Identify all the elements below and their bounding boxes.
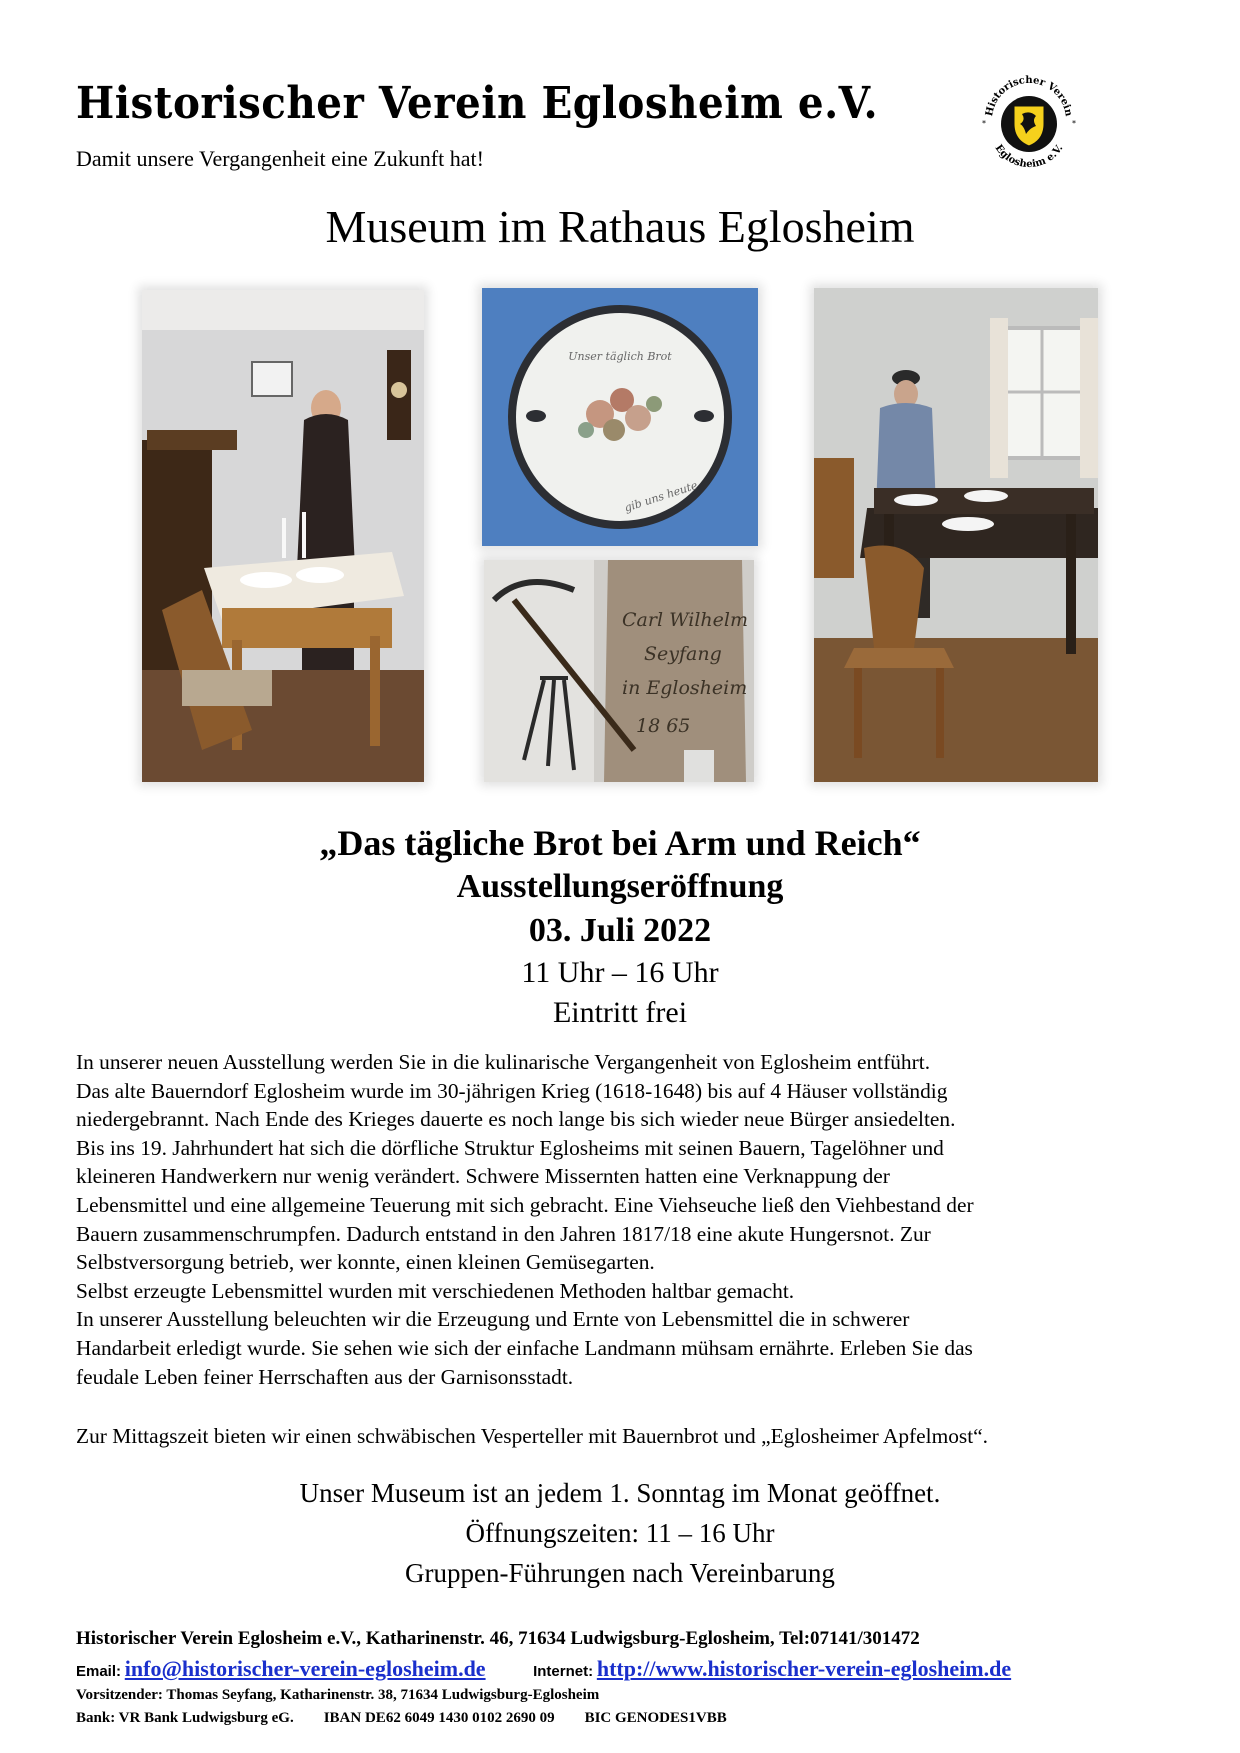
bank-iban: IBAN DE62 6049 1430 0102 2690 09 (323, 1710, 555, 1726)
body-line: Bis ins 19. Jahrhundert hat sich die dörfliche Struktur Eglosheims mit seinen Bauern, Tagelöhner und (76, 1135, 944, 1160)
footer-chair: Vorsitzender: Thomas Seyfang, Katharinenstr. 38, 71634 Ludwigsburg-Eglosheim (76, 1687, 600, 1703)
footer-contact (76, 1656, 1011, 1682)
svg-text:Historischer Verein: Historischer Verein (984, 74, 1074, 118)
body-line: Selbstversorgung betrieb, wer konnte, einen kleinen Gemüsegarten. (76, 1250, 655, 1275)
bank-name: Bank: VR Bank Ludwigsburg eG. (76, 1710, 294, 1726)
slogan: Damit unsere Vergangenheit eine Zukunft hat! (76, 146, 484, 171)
website-link[interactable]: http://www.historischer-verein-eglosheim.de (596, 1656, 1012, 1681)
body-line: Das alte Bauerndorf Eglosheim wurde im 30-jährigen Krieg (1618-1648) bis auf 4 Häuser vollständig (76, 1078, 948, 1103)
sack-text-line-2: Seyfang (644, 643, 722, 665)
body-line: Handarbeit erledigt wurde. Sie sehen wie sich der einfache Landmann mühsam ernährte. Erleben Sie das (76, 1335, 973, 1360)
group-tours: Gruppen-Führungen nach Vereinbarung (405, 1558, 835, 1588)
photo-room-woman (142, 290, 424, 782)
opening-hours: Öffnungszeiten: 11 – 16 Uhr (465, 1518, 775, 1548)
svg-text:Eglosheim e.V.: Eglosheim e.V. (992, 142, 1066, 171)
svg-text:*: * (1072, 119, 1076, 128)
body-text (76, 1048, 1176, 1391)
email-label: Email: (76, 1663, 122, 1680)
body-line: In unserer neuen Ausstellung werden Sie in die kulinarische Vergangenheit von Eglosheim entführt. (76, 1050, 931, 1074)
email-link[interactable]: info@historischer-verein-eglosheim.de (124, 1656, 486, 1681)
body-line: niedergebrannt. Nach Ende des Krieges dauerte es noch lange bis sich wieder neue Bürger ansiedelten. (76, 1107, 956, 1132)
event-time: 11 Uhr – 16 Uhr (521, 956, 719, 989)
event-title: „Das tägliche Brot bei Arm und Reich“ (319, 823, 921, 863)
event-date: 03. Juli 2022 (528, 912, 712, 949)
plate-text-top: Unser täglich Brot (568, 350, 672, 363)
body-line: Bauern zusammenschrumpfen. Dadurch entstand in den Jahren 1817/18 eine akute Hungersnot. Zur (76, 1221, 931, 1246)
org-name: Historischer Verein Eglosheim e.V. (76, 78, 879, 129)
sack-text-line-4: 18 65 (636, 715, 691, 737)
opening-days: Unser Museum ist an jedem 1. Sonntag im Monat geöffnet. (299, 1478, 941, 1508)
photo-room-man (814, 288, 1098, 782)
sack-text-line-1: Carl Wilhelm (622, 609, 748, 631)
body-line: feudale Leben feiner Herrschaften aus der Garnisonsstadt. (76, 1364, 574, 1389)
internet-label: Internet: (533, 1663, 594, 1680)
club-seal-logo (974, 58, 1084, 186)
event-entry: Eintritt frei (552, 996, 688, 1029)
footer-address: Historischer Verein Eglosheim e.V., Katharinenstr. 46, 71634 Ludwigsburg-Eglosheim, Tel:07141/301472 (76, 1628, 920, 1649)
body-line: In unserer Ausstellung beleuchten wir die Erzeugung und Ernte von Lebensmittel die in schwerer (76, 1307, 910, 1332)
body-line: Lebensmittel und eine allgemeine Teuerung mit sich gebracht. Eine Viehseuche ließ den Viehbestand der (76, 1192, 974, 1217)
plate-text-bottom: gib uns heute (622, 478, 700, 515)
photo-sack-tools (484, 560, 754, 782)
page-title: Museum im Rathaus Eglosheim (325, 201, 915, 252)
body-line: Selbst erzeugte Lebensmittel wurden mit verschiedenen Methoden haltbar gemacht. (76, 1278, 795, 1303)
footer-bank (76, 1710, 727, 1727)
bank-bic: BIC GENODES1VBB (584, 1710, 727, 1726)
photo-bread-plate (482, 288, 758, 546)
event-subtitle: Ausstellungseröffnung (456, 868, 784, 905)
svg-text:*: * (982, 119, 986, 128)
lunch-note: Zur Mittagszeit bieten wir einen schwäbischen Vesperteller mit Bauernbrot und „Eglosheimer Apfelmost“. (76, 1424, 989, 1448)
body-line: kleineren Handwerkern nur wenig verändert. Schwere Missernten hatten eine Verknappung der (76, 1164, 890, 1189)
sack-text-line-3: in Eglosheim (622, 677, 748, 699)
